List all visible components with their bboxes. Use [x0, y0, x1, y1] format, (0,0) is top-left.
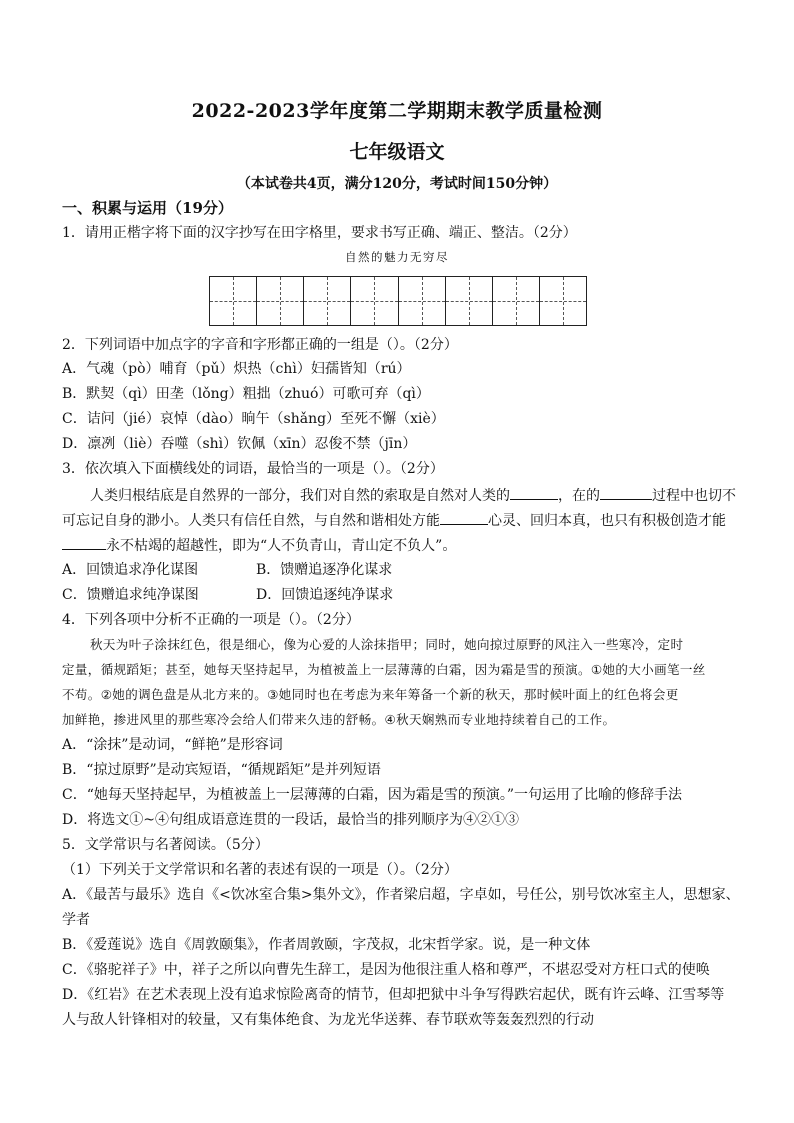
q5-option-d-cont: 人与敌人针锋相对的较量，又有集体绝食、为龙光华送葬、春节联欢等轰轰烈烈的行动	[62, 1012, 594, 1028]
grid-cell[interactable]	[257, 277, 304, 325]
blank[interactable]	[600, 485, 652, 500]
q1-stem: 1．请用正楷字将下面的汉字抄写在田字格里，要求书写正确、端正、整洁。（2分）	[62, 225, 577, 241]
exam-subject: 七年级语文	[349, 141, 445, 163]
section-heading: 一、积累与运用（19分）	[62, 199, 233, 217]
q3-stem: 3．依次填入下面横线处的词语，最恰当的一项是（）。（2分）	[62, 461, 444, 477]
q3-option-a: A．回馈追求净化谋图	[62, 562, 199, 578]
q4-passage-line: 不苟。②她的调色盘是从北方来的。③她同时也在考虑为来年筹备一个新的秋天，那时候叶面上的红色将会更	[62, 687, 679, 702]
q3-text: 永不枯竭的超越性，即为“人不负青山，青山定不负人”。	[106, 538, 457, 554]
q4-option-a: A．“涂抹”是动词，“鲜艳”是形容词	[62, 737, 283, 753]
q4-passage-line: 定量，循规蹈矩；甚至，她每天坚持起早，为植被盖上一层薄薄的白霜，因为霜是雪的预演。①她的大小画笔一丝	[62, 662, 706, 677]
q3-passage-line-2	[62, 510, 726, 531]
blank[interactable]	[62, 535, 106, 550]
q5-option-b: B．《爱莲说》选自《周敦颐集》，作者周敦颐，字茂叔，北宋哲学家。说，是一种文体	[62, 937, 591, 953]
q3-text: 心灵、回归本真，也只有积极创造才能	[488, 513, 726, 529]
q3-text: 可忘记自身的渺小。人类只有信任自然，与自然和谐相处方能	[62, 513, 440, 529]
grid-cell[interactable]	[351, 277, 398, 325]
q3-text: 人类归根结底是自然界的一部分，我们对自然的索取是自然对人类的	[90, 488, 510, 504]
q3-passage-line-3	[62, 535, 456, 556]
q5-option-a: A．《最苦与最乐》选自《<饮冰室合集>集外文》，作者梁启超，字卓如，号任公，别号饮冰室主人，思想家、	[62, 887, 740, 903]
grid-cell[interactable]	[493, 277, 540, 325]
grid-cell[interactable]	[399, 277, 446, 325]
exam-note: （本试卷共4页，满分120分，考试时间150分钟）	[236, 176, 558, 192]
q4-stem: 4．下列各项中分析不正确的一项是（）。（2分）	[62, 612, 360, 628]
q3-text: ，在的	[558, 488, 600, 504]
q3-option-b: B．馈赠追逐净化谋求	[256, 562, 393, 578]
q2-stem: 2．下列词语中加点字的字音和字形都正确的一组是（）。（2分）	[62, 337, 458, 353]
q5-stem: 5．文学常识与名著阅读。（5分）	[62, 837, 269, 853]
grid-cell[interactable]	[446, 277, 493, 325]
q2-option-b: B．默契（qì）田垄（lǒng）粗拙（zhuó）可歌可弃（qì）	[62, 386, 430, 402]
grid-cell[interactable]	[304, 277, 351, 325]
q5-sub1-stem: （1）下列关于文学常识和名著的表述有误的一项是（）。（2分）	[62, 862, 458, 878]
q3-passage-line-1	[90, 485, 736, 506]
tianzige-grid[interactable]	[209, 276, 587, 326]
q2-option-c: C．诘问（jié）哀悼（dào）晌午（shǎng）至死不懈（xiè）	[62, 411, 445, 427]
q4-option-c: C．“她每天坚持起早，为植被盖上一层薄薄的白霜，因为霜是雪的预演。”一句运用了比喻的修辞手法	[62, 787, 683, 803]
q1-phrase: 自然的魅力无穷尽	[345, 250, 449, 264]
q4-passage-line: 加鲜艳，掺进风里的那些寒冷会给人们带来久违的舒畅。④秋天娴熟而专业地持续着自己的工作。	[62, 712, 616, 727]
q3-option-c: C．馈赠追求纯净谋图	[62, 587, 199, 603]
q5-option-d: D．《红岩》在艺术表现上没有追求惊险离奇的情节，但却把狱中斗争写得跌宕起伏，既有许云峰、江雪琴等	[62, 987, 725, 1003]
q2-option-a: A．气魂（pò）哺育（pǔ）炽热（chì）妇孺皆知（rú）	[62, 361, 411, 377]
grid-cell[interactable]	[210, 277, 257, 325]
exam-title: 2022-2023学年度第二学期期末教学质量检测	[191, 100, 603, 122]
blank[interactable]	[510, 485, 558, 500]
q5-option-a-cont: 学者	[62, 912, 90, 928]
q3-text: 过程中也切不	[652, 488, 736, 504]
q4-passage-line: 秋天为叶子涂抹红色，很是细心，像为心爱的人涂抹指甲；同时，她向掠过原野的风注入一些寒冷，定时	[90, 637, 684, 652]
q4-option-b: B．“掠过原野”是动宾短语，“循规蹈矩”是并列短语	[62, 762, 381, 778]
q5-option-c: C．《骆驼祥子》中，祥子之所以向曹先生辞工，是因为他很注重人格和尊严，不堪忍受对方枉口式的使唤	[62, 962, 710, 978]
blank[interactable]	[440, 510, 488, 525]
q3-option-d: D．回馈追逐纯净谋求	[256, 587, 394, 603]
grid-cell[interactable]	[540, 277, 586, 325]
q4-option-d: D．将选文①~④句组成语意连贯的一段话，最恰当的排列顺序为④②①③	[62, 812, 519, 828]
q2-option-d: D．凛冽（liè）吞噬（shì）钦佩（xīn）忍俊不禁（jīn）	[62, 436, 417, 452]
